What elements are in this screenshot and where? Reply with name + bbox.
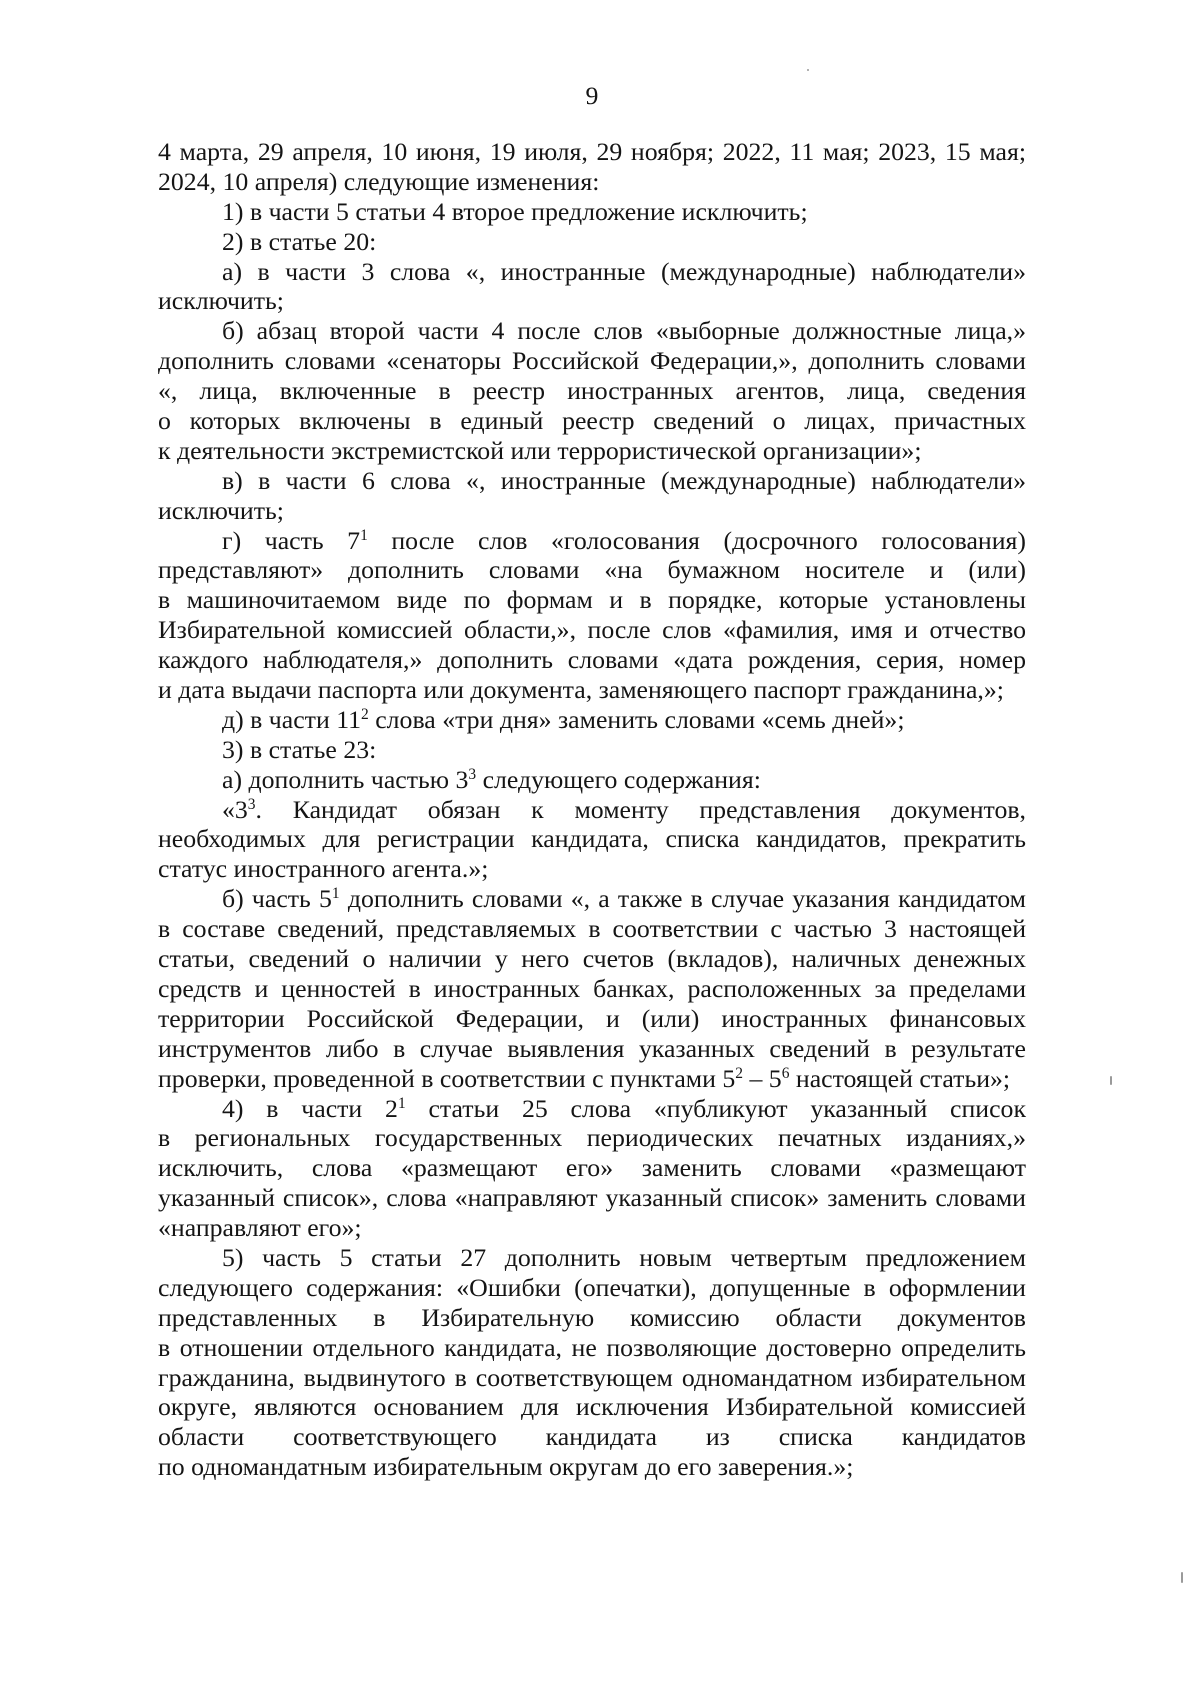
scan-speck [1181,1572,1183,1583]
text-line: и дата выдачи паспорта или документа, заменяющего паспорт гражданина,»; [158,675,1004,705]
superscript: 1 [360,526,368,544]
scan-speck [1110,1076,1112,1085]
text-line: к деятельности экстремистской или террористической организации»; [158,435,922,465]
superscript: 1 [397,1094,406,1112]
text-line: а) в части 3 слова «, иностранные (международные) наблюдатели» [222,256,1026,286]
paragraph [158,735,1026,765]
text-run: д) в части 11 [222,704,362,734]
text-run: б) часть 5 [222,884,332,914]
paragraph [158,884,1026,1093]
text-line: 4 марта, 29 апреля, 10 июня, 19 июля, 29 ноября; 2022, 11 мая; 2023, 15 мая; [158,137,1026,166]
paragraph [158,197,1026,227]
text-line [158,765,1026,795]
text-line: в составе сведений, представляемых в соответствии с частью 3 настоящей [158,914,1026,944]
paragraph [158,795,1026,885]
text-line: исключить; [158,495,284,525]
paragraph [158,705,1026,735]
text-line: 1) в части 5 статьи 4 второе предложение исключить; [222,196,808,226]
paragraph [158,227,1026,257]
superscript: 2 [735,1064,743,1082]
text-run: 4) в части 2 [222,1093,398,1123]
text-line: необходимых для регистрации кандидата, списка кандидатов, прекратить [158,824,1026,854]
superscript: 2 [361,705,369,723]
text-line: представленных в Избирательную комиссию области документов [158,1302,1026,1332]
paragraph [158,1094,1026,1243]
text-line: по одномандатным избирательным округам до его заверения.»; [158,1452,854,1482]
text-line: о которых включены в единый реестр сведений о лицах, причастных [158,406,1026,436]
text-line: 3) в статье 23: [222,734,377,764]
text-run: после слов «голосования (досрочного голосования) [367,525,1026,555]
text-run: а) дополнить частью 3 [222,764,469,794]
paragraph [158,526,1026,705]
text-run: следующего содержания: [476,764,761,794]
text-line: Избирательной комиссией области,», после слов «фамилия, имя и отчество [158,615,1026,645]
text-line [158,884,1026,914]
text-line: «, лица, включенные в реестр иностранных агентов, лица, сведения [158,376,1026,406]
text-line: дополнить словами «сенаторы Российской Федерации,», дополнить словами [158,346,1026,376]
text-line: области соответствующего кандидата из списка кандидатов [158,1422,1026,1452]
paragraph [158,257,1026,317]
scan-speck [807,69,809,71]
text-line: 2) в статье 20: [222,226,377,256]
text-line [158,705,1026,735]
text-line: в отношении отдельного кандидата, не позволяющие достоверно определить [158,1332,1026,1362]
text-line: статьи, сведений о наличии у него счетов (вкладов), наличных денежных [158,944,1026,974]
text-line: инструментов либо в случае выявления указанных сведений в результате [158,1033,1026,1063]
text-run: . Кандидат обязан к моменту представления документов, [255,794,1026,824]
text-line: территории Российской Федерации, и (или) иностранных финансовых [158,1003,1026,1033]
paragraph [158,137,1026,197]
text-run: настоящей статьи»; [789,1063,1011,1093]
text-run: г) часть 7 [222,525,361,555]
paragraph [158,466,1026,526]
paragraph [158,316,1026,465]
text-line [158,526,1026,556]
document-body [158,137,1026,1482]
paragraph [158,765,1026,795]
text-run: слова «три дня» заменить словами «семь дней»; [368,704,905,734]
text-line: каждого наблюдателя,» дополнить словами «дата рождения, серия, номер [158,645,1026,675]
text-line: средств и ценностей в иностранных банках, расположенных за пределами [158,973,1026,1003]
text-line: исключить; [158,286,284,316]
text-line: «направляют его»; [158,1213,362,1243]
page-number: 9 [585,81,599,110]
paragraph [158,1243,1026,1482]
text-line: округе, являются основанием для исключения Избирательной комиссией [158,1392,1026,1422]
text-line [158,795,1026,825]
text-line: в) в части 6 слова «, иностранные (международные) наблюдатели» [222,465,1026,495]
text-run: – 5 [743,1063,782,1093]
text-line: в региональных государственных периодических печатных изданиях,» [158,1123,1026,1153]
text-run: статьи 25 слова «публикуют указанный список [405,1093,1026,1123]
text-line: исключить, слова «размещают его» заменить словами «размещают [158,1153,1026,1183]
superscript: 3 [247,795,256,813]
text-line: в машиночитаемом виде по формам и в порядке, которые установлены [158,585,1026,615]
superscript: 6 [781,1064,790,1082]
text-line: гражданина, выдвинутого в соответствующем одномандатном избирательном [158,1362,1026,1392]
text-line: следующего содержания: «Ошибки (опечатки), допущенные в оформлении [158,1272,1026,1302]
text-line: указанный список», слова «направляют указанный список» заменить словами [158,1183,1026,1213]
superscript: 3 [468,765,477,783]
superscript: 1 [331,885,340,903]
text-run: «3 [222,794,248,824]
text-line [158,1094,1026,1124]
text-line: 5) часть 5 статьи 27 дополнить новым четвертым предложением [222,1242,1026,1272]
text-line [158,1064,1026,1094]
text-line: б) абзац второй части 4 после слов «выборные должностные лица,» [222,316,1026,346]
text-run: дополнить словами «, а также в случае указания кандидатом [339,884,1026,914]
text-run: проверки, проведенной в соответствии с пунктами 5 [158,1063,736,1093]
text-line: представляют» дополнить словами «на бумажном носителе и (или) [158,555,1026,585]
text-line: 2024, 10 апреля) следующие изменения: [158,166,600,196]
text-line: статус иностранного агента.»; [158,854,489,884]
